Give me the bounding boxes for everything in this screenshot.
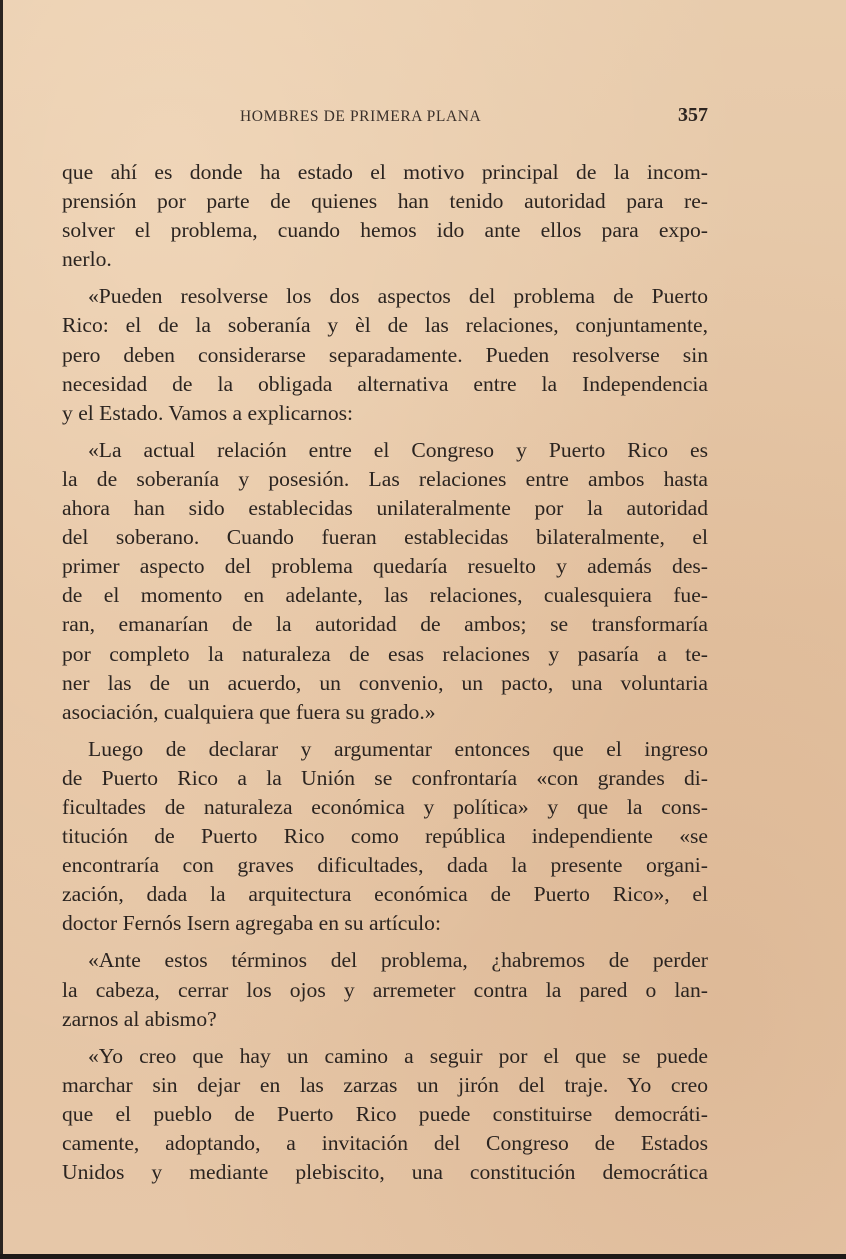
text-line: ficultades de naturaleza económica y política» y que la cons- [62, 794, 708, 819]
text-line: Luego de declarar y argumentar entonces que el ingreso [88, 736, 708, 761]
text-line: «Yo creo que hay un camino a seguir por el que se puede [88, 1043, 708, 1068]
text-line: del soberano. Cuando fueran establecidas bilateralmente, el [62, 525, 708, 550]
text-line: marchar sin dejar en las zarzas un jirón del traje. Yo creo [62, 1072, 708, 1097]
page-left-edge [0, 0, 3, 1259]
text-line: «Pueden resolverse los dos aspectos del problema de Puerto [88, 284, 708, 309]
page-number: 357 [678, 104, 708, 126]
text-line: primer aspecto del problema quedaría resuelto y además des- [62, 554, 708, 579]
text-line: nerlo. [62, 247, 112, 272]
text-line: que el pueblo de Puerto Rico puede constituirse democráti- [62, 1101, 708, 1126]
text-line: por completo la naturaleza de esas relaciones y pasaría a te- [62, 641, 708, 666]
page-header [62, 104, 708, 134]
text-line: encontraría con graves dificultades, dada la presente organi- [62, 853, 708, 878]
text-line: zarnos al abismo? [62, 1006, 217, 1031]
text-line: prensión por parte de quienes han tenido autoridad para re- [62, 189, 708, 214]
body-text [62, 158, 708, 1187]
text-line: Rico: el de la soberanía y èl de las relaciones, conjuntamente, [62, 313, 708, 338]
text-line: «Ante estos términos del problema, ¿habremos de perder [88, 948, 708, 973]
paragraph [62, 436, 708, 727]
text-line: la cabeza, cerrar los ojos y arremeter contra la pared o lan- [62, 977, 708, 1002]
text-line: «La actual relación entre el Congreso y Puerto Rico es [88, 437, 708, 462]
text-line: pero deben considerarse separadamente. Pueden resolverse sin [62, 342, 708, 367]
text-line: asociación, cualquiera que fuera su grado.» [62, 699, 436, 724]
text-line: titución de Puerto Rico como república independiente «se [62, 824, 708, 849]
paragraph [62, 282, 708, 427]
text-line: de Puerto Rico a la Unión se confrontaría «con grandes di- [62, 765, 708, 790]
text-line: solver el problema, cuando hemos ido ante ellos para expo- [62, 218, 708, 243]
text-line: camente, adoptando, a invitación del Congreso de Estados [62, 1131, 708, 1155]
paragraph [62, 158, 708, 274]
text-line: ahora han sido establecidas unilateralmente por la autoridad [62, 496, 708, 521]
paragraph [62, 1042, 708, 1187]
text-line: ner las de un acuerdo, un convenio, un pacto, una voluntaria [62, 670, 708, 695]
text-line: la de soberanía y posesión. Las relaciones entre ambos hasta [62, 466, 708, 491]
text-line: necesidad de la obligada alternativa entre la Independencia [62, 371, 708, 396]
text-line: ran, emanarían de la autoridad de ambos; se transformaría [62, 612, 708, 637]
text-line: de el momento en adelante, las relaciones, cualesquiera fue- [62, 583, 708, 608]
text-line: que ahí es donde ha estado el motivo principal de la incom- [62, 160, 708, 184]
page-bottom-edge [0, 1254, 846, 1259]
paragraph [62, 946, 708, 1033]
text-line: y el Estado. Vamos a explicarnos: [62, 400, 354, 425]
paragraph [62, 735, 708, 939]
text-line: zación, dada la arquitectura económica de Puerto Rico», el [62, 882, 708, 907]
text-line: doctor Fernós Isern agregaba en su artículo: [62, 911, 441, 936]
text-line: Unidos y mediante plebiscito, una constitución democrática [62, 1160, 708, 1185]
running-title: HOMBRES DE PRIMERA PLANA [240, 108, 482, 125]
